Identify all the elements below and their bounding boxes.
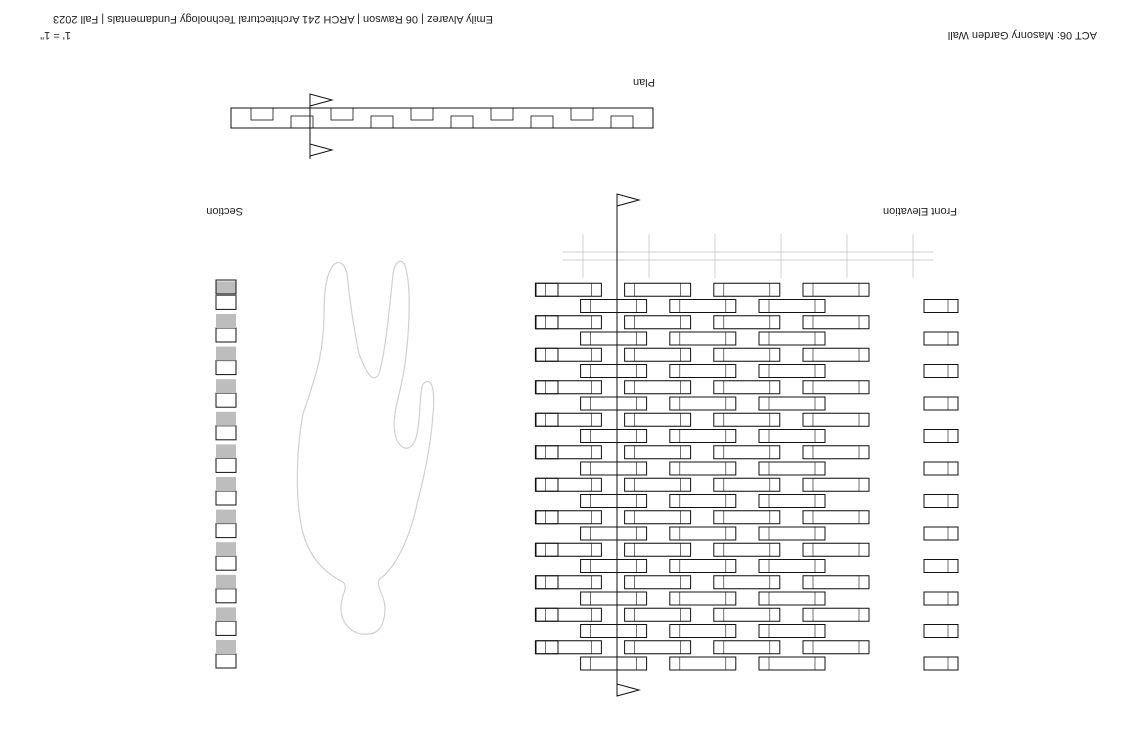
section-brick [216,328,236,342]
plan-label: Plan [632,76,655,88]
plan-brick-notch [331,108,353,120]
elevation-brick-end-inner [924,495,948,508]
plan-brick-notch [571,108,593,120]
section-brick [216,654,236,668]
elevation-brick-inner [680,300,726,313]
elevation-brick-inner [724,576,770,589]
plan-brick-notch [411,108,433,120]
elevation-brick-inner [813,283,859,296]
elevation-brick-inner [635,478,681,491]
section-brick [216,491,236,505]
section-brick [216,524,236,538]
elevation-brick-end [924,300,958,313]
elevation-brick-inner [769,527,815,540]
elevation-brick-inner [724,381,770,394]
elevation-brick-inner [635,543,681,556]
elevation-brick-inner [591,592,637,605]
elevation-brick-end [536,413,558,426]
human-scale-figure [297,261,433,634]
elevation-brick-end [536,608,558,621]
section-mortar [216,640,236,654]
elevation-brick-inner [680,332,726,345]
elevation-brick-inner [813,641,859,654]
elevation-brick-inner [769,300,815,313]
plan-brick-notch [531,116,553,128]
elevation-brick-inner [724,348,770,361]
drawing-scale: 1' = 1" [40,29,71,41]
elevation-brick-inner [545,316,591,329]
elevation-brick-inner [591,560,637,573]
elevation-brick-inner [769,560,815,573]
section-mortar [216,607,236,621]
elevation-brick-inner [813,446,859,459]
elevation-brick-inner [769,625,815,638]
elevation-brick-end-inner [924,560,948,573]
elevation-brick-end-inner [924,365,948,378]
elevation-brick-end [924,332,958,345]
elevation-brick-inner [635,511,681,524]
elevation-brick-inner [813,348,859,361]
elevation-brick-inner [724,511,770,524]
elevation-brick-end [924,365,958,378]
elevation-brick-end [924,560,958,573]
elevation-brick-end-inner [924,527,948,540]
elevation-brick-inner [724,543,770,556]
elevation-brick-end [536,543,558,556]
elevation-brick-end [924,397,958,410]
elevation-brick-inner [813,511,859,524]
section-mortar [216,347,236,361]
elevation-brick-inner [635,348,681,361]
elevation-brick-inner [545,283,591,296]
elevation-brick-end [536,576,558,589]
section-mortar [216,379,236,393]
plan-brick-notch [371,116,393,128]
elevation-brick-inner [813,543,859,556]
elevation-brick-inner [680,560,726,573]
elevation-cut-arrow-bottom [617,684,639,696]
elevation-brick-inner [635,576,681,589]
elevation-brick-inner [724,283,770,296]
section-mortar [216,510,236,524]
elevation-brick-end-inner [924,625,948,638]
elevation-brick-inner [545,641,591,654]
section-label: Section [206,205,243,217]
elevation-brick-inner [680,495,726,508]
elevation-brick-inner [724,446,770,459]
elevation-brick-inner [635,283,681,296]
elevation-brick-inner [813,316,859,329]
section-brick [216,361,236,375]
elevation-brick-end [924,592,958,605]
section-mortar [216,281,236,295]
elevation-brick-end-inner [924,332,948,345]
plan-brick-notch [451,116,473,128]
elevation-brick-end-inner [924,462,948,475]
elevation-brick-inner [545,478,591,491]
elevation-brick-inner [813,576,859,589]
elevation-brick-inner [680,592,726,605]
elevation-brick-inner [769,495,815,508]
sheet-title: ACT 06: Masonry Garden Wall [947,29,1097,41]
elevation-brick-end-inner [924,397,948,410]
elevation-brick-end [536,348,558,361]
elevation-brick-inner [635,381,681,394]
plan-brick-notch [251,108,273,120]
elevation-brick-inner [635,608,681,621]
section-brick [216,621,236,635]
elevation-brick-inner [635,316,681,329]
elevation-brick-inner [724,413,770,426]
elevation-brick-inner [591,300,637,313]
elevation-brick-inner [635,446,681,459]
elevation-brick-inner [813,413,859,426]
section-mortar [216,575,236,589]
elevation-brick-end [536,316,558,329]
elevation-brick-end [924,625,958,638]
elevation-brick-inner [769,430,815,443]
elevation-brick-end [536,478,558,491]
section-mortar [216,477,236,491]
elevation-brick-end [924,527,958,540]
elevation-brick-inner [680,430,726,443]
section-brick [216,295,236,309]
elevation-brick-inner [724,608,770,621]
elevation-brick-inner [591,397,637,410]
section-brick [216,426,236,440]
elevation-brick-inner [680,527,726,540]
elevation-brick-inner [635,413,681,426]
elevation-brick-inner [680,462,726,475]
elevation-brick-end [924,462,958,475]
elevation-brick-inner [545,608,591,621]
elevation-brick-end [536,381,558,394]
elevation-brick-end [924,495,958,508]
plan-brick-notch [491,108,513,120]
elevation-brick-inner [545,543,591,556]
elevation-brick-inner [724,316,770,329]
elevation-brick-end [536,446,558,459]
elevation-brick-inner [769,397,815,410]
elevation-brick-inner [769,592,815,605]
elevation-brick-inner [591,430,637,443]
elevation-brick-inner [591,332,637,345]
elevation-brick-inner [545,576,591,589]
elevation-brick-end [924,430,958,443]
elevation-brick-inner [591,625,637,638]
elevation-brick-inner [769,657,815,670]
section-brick [216,393,236,407]
elevation-brick-end [536,511,558,524]
section-mortar [216,314,236,328]
elevation-brick-inner [635,641,681,654]
plan-cut-arrow-top [310,94,332,106]
elevation-brick-end [536,641,558,654]
elevation-brick-inner [545,381,591,394]
elevation-brick-inner [591,527,637,540]
elevation-brick-end-inner [924,657,948,670]
elevation-brick-inner [724,478,770,491]
elevation-brick-inner [680,657,726,670]
plan-brick-notch [611,116,633,128]
elevation-brick-end-inner [924,300,948,313]
front-elevation-label: Front Elevation [883,205,957,217]
section-mortar [216,412,236,426]
elevation-brick-inner [813,608,859,621]
elevation-brick-inner [813,381,859,394]
elevation-brick-end-inner [924,592,948,605]
elevation-brick-inner [591,365,637,378]
elevation-brick-inner [769,332,815,345]
elevation-brick-end [924,657,958,670]
plan-wall-outline [231,108,653,128]
elevation-brick-inner [545,511,591,524]
plan-cut-arrow-bottom [310,144,332,156]
section-mortar [216,444,236,458]
section-mortar [216,542,236,556]
section-brick [216,458,236,472]
elevation-brick-inner [591,495,637,508]
elevation-brick-inner [591,657,637,670]
elevation-brick-inner [680,365,726,378]
elevation-brick-inner [545,348,591,361]
elevation-brick-inner [591,462,637,475]
elevation-brick-inner [769,462,815,475]
elevation-brick-inner [680,625,726,638]
section-brick [216,556,236,570]
elevation-cut-arrow-top [617,194,639,206]
elevation-brick-inner [545,413,591,426]
sheet-credit: Emily Alvarez | 06 Rawson | ARCH 241 Architectural Technology Fundamentals | Fall 2023 [52,13,493,25]
elevation-brick-inner [769,365,815,378]
elevation-brick-end-inner [924,430,948,443]
elevation-brick-inner [680,397,726,410]
elevation-brick-inner [545,446,591,459]
elevation-brick-inner [724,641,770,654]
elevation-brick-end [536,283,558,296]
section-brick [216,589,236,603]
elevation-brick-inner [813,478,859,491]
